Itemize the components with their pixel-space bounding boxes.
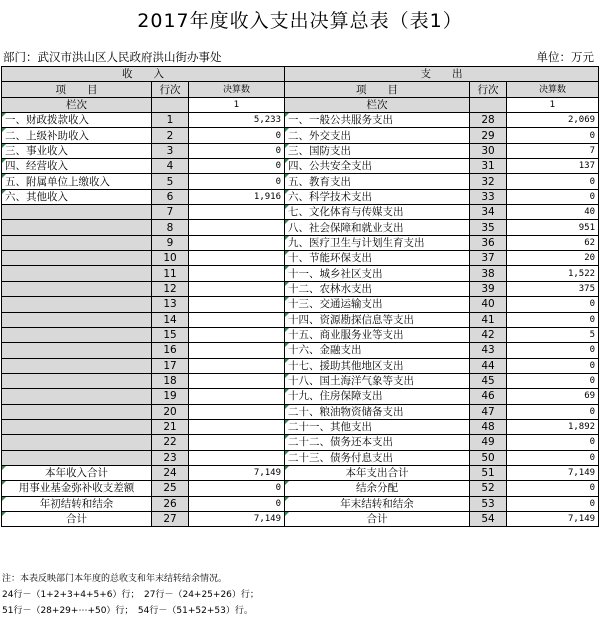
expense-rowno-cell: 29 xyxy=(470,128,507,143)
expense-rowno-cell: 38 xyxy=(470,266,507,281)
income-rowno-cell: 6 xyxy=(152,189,189,204)
expense-amount-cell: 0 xyxy=(507,189,599,204)
table-row xyxy=(2,465,599,480)
income-rowno-cell: 19 xyxy=(152,389,189,404)
table-row xyxy=(2,159,599,174)
expense-item-cell: 二十三、债务付息支出 xyxy=(285,450,470,465)
table-row xyxy=(2,389,599,404)
expense-amount-cell: 5 xyxy=(507,327,599,342)
income-item-cell xyxy=(2,404,152,419)
expense-column-index-blank xyxy=(470,97,507,112)
expense-amount-cell: 0 xyxy=(507,174,599,189)
expense-rowno-cell: 36 xyxy=(470,235,507,250)
income-amount-cell: 0 xyxy=(189,159,285,174)
expense-amount-cell: 20 xyxy=(507,251,599,266)
expense-amount-cell: 375 xyxy=(507,281,599,296)
expense-rowno-cell: 30 xyxy=(470,143,507,158)
expense-amount-cell: 0 xyxy=(507,450,599,465)
expense-rowno-cell: 53 xyxy=(470,496,507,511)
income-item-cell: 用事业基金弥补收支差额 xyxy=(2,481,152,496)
income-rowno-cell: 2 xyxy=(152,128,189,143)
table-row xyxy=(2,404,599,419)
expense-item-cell: 九、医疗卫生与计划生育支出 xyxy=(285,235,470,250)
expense-rowno-cell: 40 xyxy=(470,297,507,312)
income-rowno-cell: 3 xyxy=(152,143,189,158)
table-row xyxy=(2,450,599,465)
expense-rowno-cell: 41 xyxy=(470,312,507,327)
income-amount-cell xyxy=(189,251,285,266)
table-row xyxy=(2,113,599,128)
table-row xyxy=(2,251,599,266)
income-amount-cell xyxy=(189,450,285,465)
income-amount-cell xyxy=(189,312,285,327)
expense-item-cell: 十四、资源勘探信息等支出 xyxy=(285,312,470,327)
income-rowno-cell: 25 xyxy=(152,481,189,496)
expense-rowno-cell: 54 xyxy=(470,511,507,526)
income-rowno-cell: 9 xyxy=(152,235,189,250)
income-item-cell: 本年收入合计 xyxy=(2,465,152,480)
expense-item-cell: 十五、商业服务业等支出 xyxy=(285,327,470,342)
expense-amount-cell: 62 xyxy=(507,235,599,250)
income-section-header: 收 入 xyxy=(2,67,285,82)
expense-rowno-cell: 39 xyxy=(470,281,507,296)
expense-rowno-cell: 35 xyxy=(470,220,507,235)
expense-section-header: 支 出 xyxy=(285,67,599,82)
income-expense-table xyxy=(1,66,599,527)
income-rowno-cell: 23 xyxy=(152,450,189,465)
table-row xyxy=(2,358,599,373)
income-amount-cell: 0 xyxy=(189,481,285,496)
expense-item-cell: 十六、金融支出 xyxy=(285,343,470,358)
income-rowno-cell: 18 xyxy=(152,373,189,388)
expense-amount-header: 决算数 xyxy=(507,82,599,97)
income-item-cell xyxy=(2,297,152,312)
income-rowno-cell: 15 xyxy=(152,327,189,342)
income-item-cell: 合计 xyxy=(2,511,152,526)
footnote-line: 51行－（28+29+⋯+50）行； 54行－（51+52+53）行。 xyxy=(2,606,253,616)
expense-rowno-cell: 33 xyxy=(470,189,507,204)
expense-amount-cell: 1,892 xyxy=(507,419,599,434)
income-amount-cell xyxy=(189,373,285,388)
table-row xyxy=(2,281,599,296)
income-amount-cell xyxy=(189,266,285,281)
expense-rowno-cell: 31 xyxy=(470,159,507,174)
table-row xyxy=(2,297,599,312)
expense-rowno-cell: 50 xyxy=(470,450,507,465)
expense-amount-cell: 7,149 xyxy=(507,511,599,526)
expense-rowno-cell: 28 xyxy=(470,113,507,128)
income-item-cell xyxy=(2,205,152,220)
income-amount-cell xyxy=(189,297,285,312)
table-row xyxy=(2,189,599,204)
table-row xyxy=(2,266,599,281)
income-rowno-cell: 20 xyxy=(152,404,189,419)
expense-item-cell: 二十一、其他支出 xyxy=(285,419,470,434)
expense-amount-cell: 2,069 xyxy=(507,113,599,128)
income-amount-cell xyxy=(189,220,285,235)
income-amount-cell: 7,149 xyxy=(189,465,285,480)
expense-rowno-header: 行次 xyxy=(470,82,507,97)
income-item-cell: 六、其他收入 xyxy=(2,189,152,204)
income-item-header: 项 目 xyxy=(2,82,152,97)
expense-item-cell: 四、公共安全支出 xyxy=(285,159,470,174)
income-rowno-cell: 27 xyxy=(152,511,189,526)
income-amount-header: 决算数 xyxy=(189,82,285,97)
income-rowno-cell: 24 xyxy=(152,465,189,480)
expense-item-cell: 十二、农林水支出 xyxy=(285,281,470,296)
income-item-cell xyxy=(2,251,152,266)
income-rowno-header: 行次 xyxy=(152,82,189,97)
table-row xyxy=(2,143,599,158)
table-row xyxy=(2,481,599,496)
income-amount-cell xyxy=(189,435,285,450)
expense-rowno-cell: 51 xyxy=(470,465,507,480)
expense-amount-cell: 0 xyxy=(507,404,599,419)
income-item-cell xyxy=(2,435,152,450)
expense-item-cell: 八、社会保障和就业支出 xyxy=(285,220,470,235)
income-rowno-cell: 17 xyxy=(152,358,189,373)
income-amount-cell: 7,149 xyxy=(189,511,285,526)
department-label: 部门：武汉市洪山区人民政府洪山街办事处 xyxy=(3,50,222,64)
expense-rowno-cell: 42 xyxy=(470,327,507,342)
expense-amount-cell: 0 xyxy=(507,358,599,373)
income-item-cell xyxy=(2,419,152,434)
expense-amount-cell: 951 xyxy=(507,220,599,235)
income-rowno-cell: 8 xyxy=(152,220,189,235)
income-rowno-cell: 1 xyxy=(152,113,189,128)
expense-amount-cell: 0 xyxy=(507,297,599,312)
expense-amount-cell: 0 xyxy=(507,481,599,496)
expense-rowno-cell: 34 xyxy=(470,205,507,220)
expense-amount-cell: 69 xyxy=(507,389,599,404)
income-amount-cell xyxy=(189,358,285,373)
expense-item-cell: 十八、国土海洋气象等支出 xyxy=(285,373,470,388)
income-amount-cell: 0 xyxy=(189,496,285,511)
income-rowno-cell: 14 xyxy=(152,312,189,327)
income-rowno-cell: 16 xyxy=(152,343,189,358)
income-item-cell xyxy=(2,327,152,342)
income-column-index-value: 1 xyxy=(189,97,285,112)
expense-rowno-cell: 44 xyxy=(470,358,507,373)
income-column-index-label: 栏次 xyxy=(2,97,152,112)
expense-item-cell: 本年支出合计 xyxy=(285,465,470,480)
table-row xyxy=(2,327,599,342)
expense-amount-cell: 0 xyxy=(507,435,599,450)
income-rowno-cell: 13 xyxy=(152,297,189,312)
table-row xyxy=(2,511,599,526)
income-amount-cell: 0 xyxy=(189,143,285,158)
expense-amount-cell: 0 xyxy=(507,496,599,511)
table-row xyxy=(2,435,599,450)
expense-item-cell: 一、一般公共服务支出 xyxy=(285,113,470,128)
income-amount-cell: 0 xyxy=(189,128,285,143)
expense-amount-cell: 1,522 xyxy=(507,266,599,281)
income-rowno-cell: 4 xyxy=(152,159,189,174)
income-amount-cell: 0 xyxy=(189,174,285,189)
expense-amount-cell: 0 xyxy=(507,128,599,143)
table-row xyxy=(2,373,599,388)
expense-item-header: 项 目 xyxy=(285,82,470,97)
expense-item-cell: 十九、住房保障支出 xyxy=(285,389,470,404)
table-row xyxy=(2,235,599,250)
expense-amount-cell: 0 xyxy=(507,343,599,358)
footnote-line: 注：本表反映部门本年度的总收支和年末结转结余情况。 xyxy=(2,574,228,584)
expense-item-cell: 十一、城乡社区支出 xyxy=(285,266,470,281)
income-amount-cell xyxy=(189,235,285,250)
expense-item-cell: 结余分配 xyxy=(285,481,470,496)
expense-item-cell: 十三、交通运输支出 xyxy=(285,297,470,312)
income-item-cell: 年初结转和结余 xyxy=(2,496,152,511)
table-row xyxy=(2,128,599,143)
income-item-cell xyxy=(2,358,152,373)
income-item-cell: 三、事业收入 xyxy=(2,143,152,158)
table-row xyxy=(2,343,599,358)
income-column-index-blank xyxy=(152,97,189,112)
unit-label: 单位：万元 xyxy=(536,50,594,64)
income-amount-cell xyxy=(189,419,285,434)
expense-item-cell: 十七、援助其他地区支出 xyxy=(285,358,470,373)
expense-amount-cell: 7 xyxy=(507,143,599,158)
expense-amount-cell: 0 xyxy=(507,373,599,388)
income-item-cell xyxy=(2,312,152,327)
header-row-columns xyxy=(2,82,599,97)
expense-column-index-value: 1 xyxy=(507,97,599,112)
expense-rowno-cell: 47 xyxy=(470,404,507,419)
income-amount-cell: 5,233 xyxy=(189,113,285,128)
income-rowno-cell: 11 xyxy=(152,266,189,281)
header-row-sections xyxy=(2,67,599,82)
income-item-cell xyxy=(2,281,152,296)
income-item-cell: 一、财政拨款收入 xyxy=(2,113,152,128)
income-item-cell xyxy=(2,389,152,404)
income-item-cell xyxy=(2,343,152,358)
income-item-cell: 二、上级补助收入 xyxy=(2,128,152,143)
expense-rowno-cell: 48 xyxy=(470,419,507,434)
report-title: 2017年度收入支出决算总表（表1） xyxy=(137,10,463,32)
income-rowno-cell: 26 xyxy=(152,496,189,511)
income-rowno-cell: 22 xyxy=(152,435,189,450)
income-amount-cell xyxy=(189,205,285,220)
footnote-line: 24行－（1+2+3+4+5+6）行； 27行－（24+25+26）行； xyxy=(2,590,259,600)
income-item-cell xyxy=(2,220,152,235)
income-item-cell: 五、附属单位上缴收入 xyxy=(2,174,152,189)
income-amount-cell xyxy=(189,389,285,404)
table-row xyxy=(2,419,599,434)
income-item-cell xyxy=(2,450,152,465)
income-item-cell xyxy=(2,235,152,250)
expense-item-cell: 三、国防支出 xyxy=(285,143,470,158)
expense-column-index-label: 栏次 xyxy=(285,97,470,112)
expense-amount-cell: 137 xyxy=(507,159,599,174)
expense-rowno-cell: 37 xyxy=(470,251,507,266)
income-amount-cell: 1,916 xyxy=(189,189,285,204)
income-amount-cell xyxy=(189,404,285,419)
expense-item-cell: 六、科学技术支出 xyxy=(285,189,470,204)
expense-item-cell: 年末结转和结余 xyxy=(285,496,470,511)
expense-amount-cell: 40 xyxy=(507,205,599,220)
table-row xyxy=(2,174,599,189)
table-row xyxy=(2,220,599,235)
expense-rowno-cell: 52 xyxy=(470,481,507,496)
table-row xyxy=(2,496,599,511)
income-rowno-cell: 12 xyxy=(152,281,189,296)
expense-rowno-cell: 45 xyxy=(470,373,507,388)
table-row xyxy=(2,205,599,220)
income-amount-cell xyxy=(189,327,285,342)
expense-item-cell: 二十、粮油物资储备支出 xyxy=(285,404,470,419)
table-row xyxy=(2,312,599,327)
expense-amount-cell: 0 xyxy=(507,312,599,327)
header-row-index xyxy=(2,97,599,112)
income-rowno-cell: 5 xyxy=(152,174,189,189)
income-amount-cell xyxy=(189,343,285,358)
footnotes xyxy=(2,571,259,619)
income-rowno-cell: 21 xyxy=(152,419,189,434)
income-item-cell xyxy=(2,266,152,281)
income-item-cell: 四、经营收入 xyxy=(2,159,152,174)
expense-item-cell: 十、节能环保支出 xyxy=(285,251,470,266)
expense-amount-cell: 7,149 xyxy=(507,465,599,480)
expense-item-cell: 二十二、债务还本支出 xyxy=(285,435,470,450)
expense-rowno-cell: 43 xyxy=(470,343,507,358)
expense-item-cell: 二、外交支出 xyxy=(285,128,470,143)
expense-item-cell: 七、文化体育与传媒支出 xyxy=(285,205,470,220)
income-amount-cell xyxy=(189,281,285,296)
income-rowno-cell: 10 xyxy=(152,251,189,266)
expense-rowno-cell: 46 xyxy=(470,389,507,404)
income-item-cell xyxy=(2,373,152,388)
income-rowno-cell: 7 xyxy=(152,205,189,220)
expense-item-cell: 五、教育支出 xyxy=(285,174,470,189)
expense-rowno-cell: 32 xyxy=(470,174,507,189)
expense-item-cell: 合计 xyxy=(285,511,470,526)
expense-rowno-cell: 49 xyxy=(470,435,507,450)
